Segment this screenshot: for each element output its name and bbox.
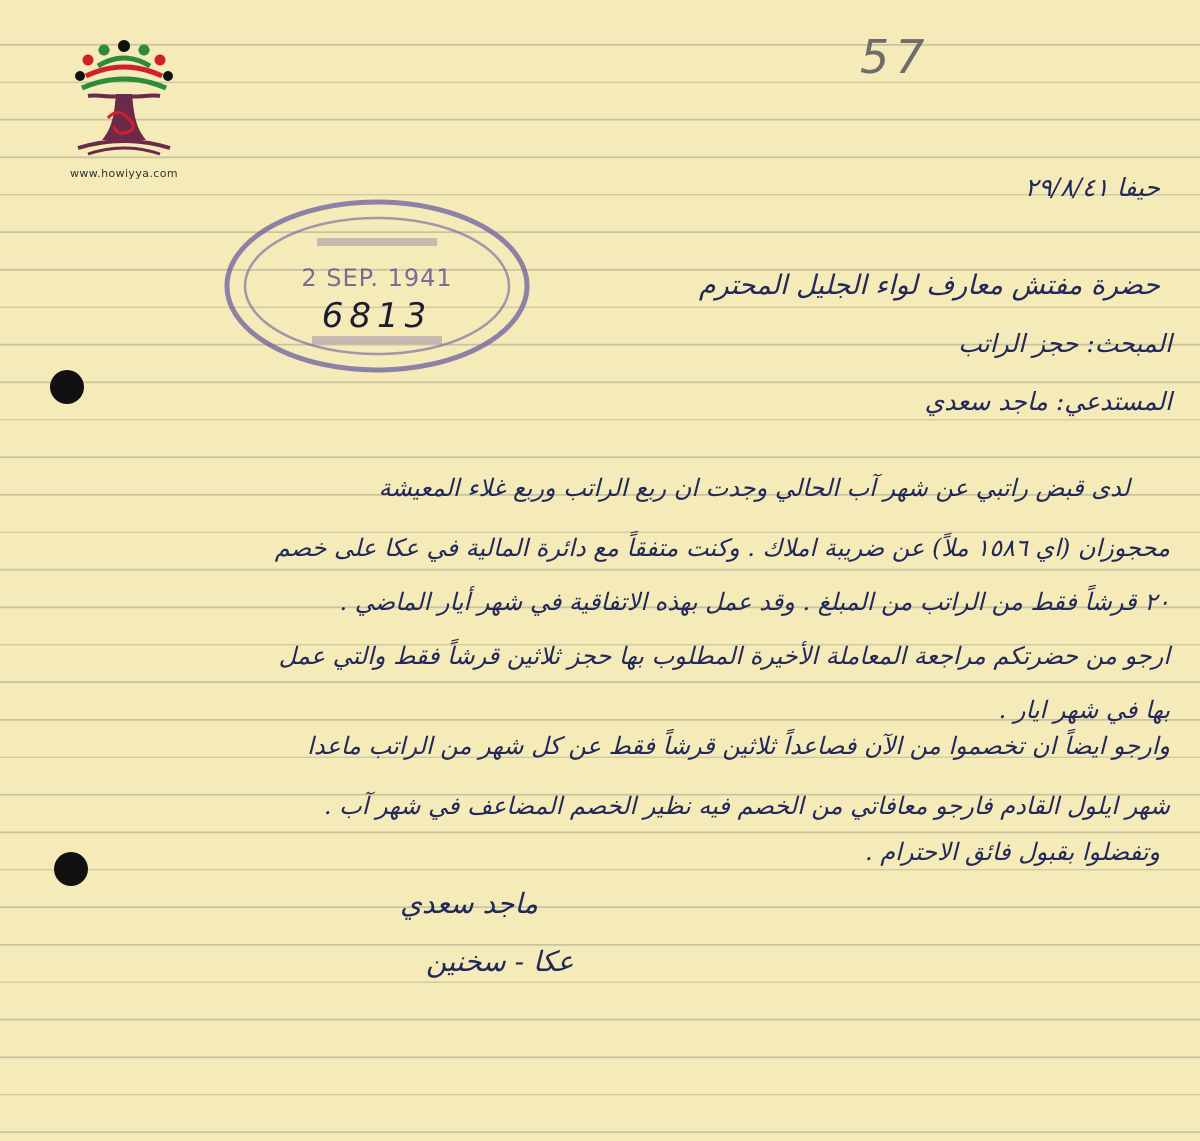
signature-name: ماجد سعدي xyxy=(400,887,539,920)
page-number: 57 xyxy=(860,30,931,84)
body-line-6: وارجو ايضاً ان تخصموا من الآن فصاعداً ثلاثين قرشاً فقط عن كل شهر من الراتب ماعدا xyxy=(307,732,1170,760)
subject-line: المبحث: حجز الراتب xyxy=(958,329,1172,358)
tree-logo-icon xyxy=(58,36,190,166)
body-line-5: بها في شهر ايار . xyxy=(998,696,1170,724)
addressee-line: حضرة مفتش معارف لواء الجليل المحترم xyxy=(698,270,1160,301)
people-ring-icon xyxy=(75,40,173,88)
body-line-4: ارجو من حضرتكم مراجعة المعاملة الأخيرة المطلوب بها حجز ثلاثين قرشاً فقط والتي عمل xyxy=(278,642,1170,670)
signature-place: عكا - سخنين xyxy=(426,945,574,978)
sender-line: المستدعي: ماجد سعدي xyxy=(924,387,1172,416)
body-line-1: لدى قبض راتبي عن شهر آب الحالي وجدت ان ربع الراتب وربع غلاء المعيشة xyxy=(378,474,1130,502)
date-line: حيفا ٢٩/٨/٤١ xyxy=(1024,173,1160,202)
body-line-3: ٢٠ قرشاً فقط من الراتب من المبلغ . وقد عمل بهذه الاتفاقية في شهر أيار الماضي . xyxy=(339,588,1170,616)
body-line-8: وتفضلوا بقبول فائق الاحترام . xyxy=(865,838,1160,866)
registration-number: 6813 xyxy=(321,296,433,336)
body-line-7: شهر ايلول القادم فارجو معافاتي من الخصم فيه نظير الخصم المضاعف في شهر آب . xyxy=(323,792,1170,820)
howiyya-logo xyxy=(58,36,190,186)
logo-url: www.howiyya.com xyxy=(70,167,178,180)
body-line-2: محجوزان (اي ١٥٨٦ ملاً) عن ضريبة املاك . وكنت متفقاً مع دائرة المالية في عكا على خصم xyxy=(274,534,1170,562)
office-stamp xyxy=(222,196,532,376)
punch-hole-top xyxy=(50,370,84,404)
stamp-date: 2 SEP. 1941 xyxy=(301,264,453,292)
